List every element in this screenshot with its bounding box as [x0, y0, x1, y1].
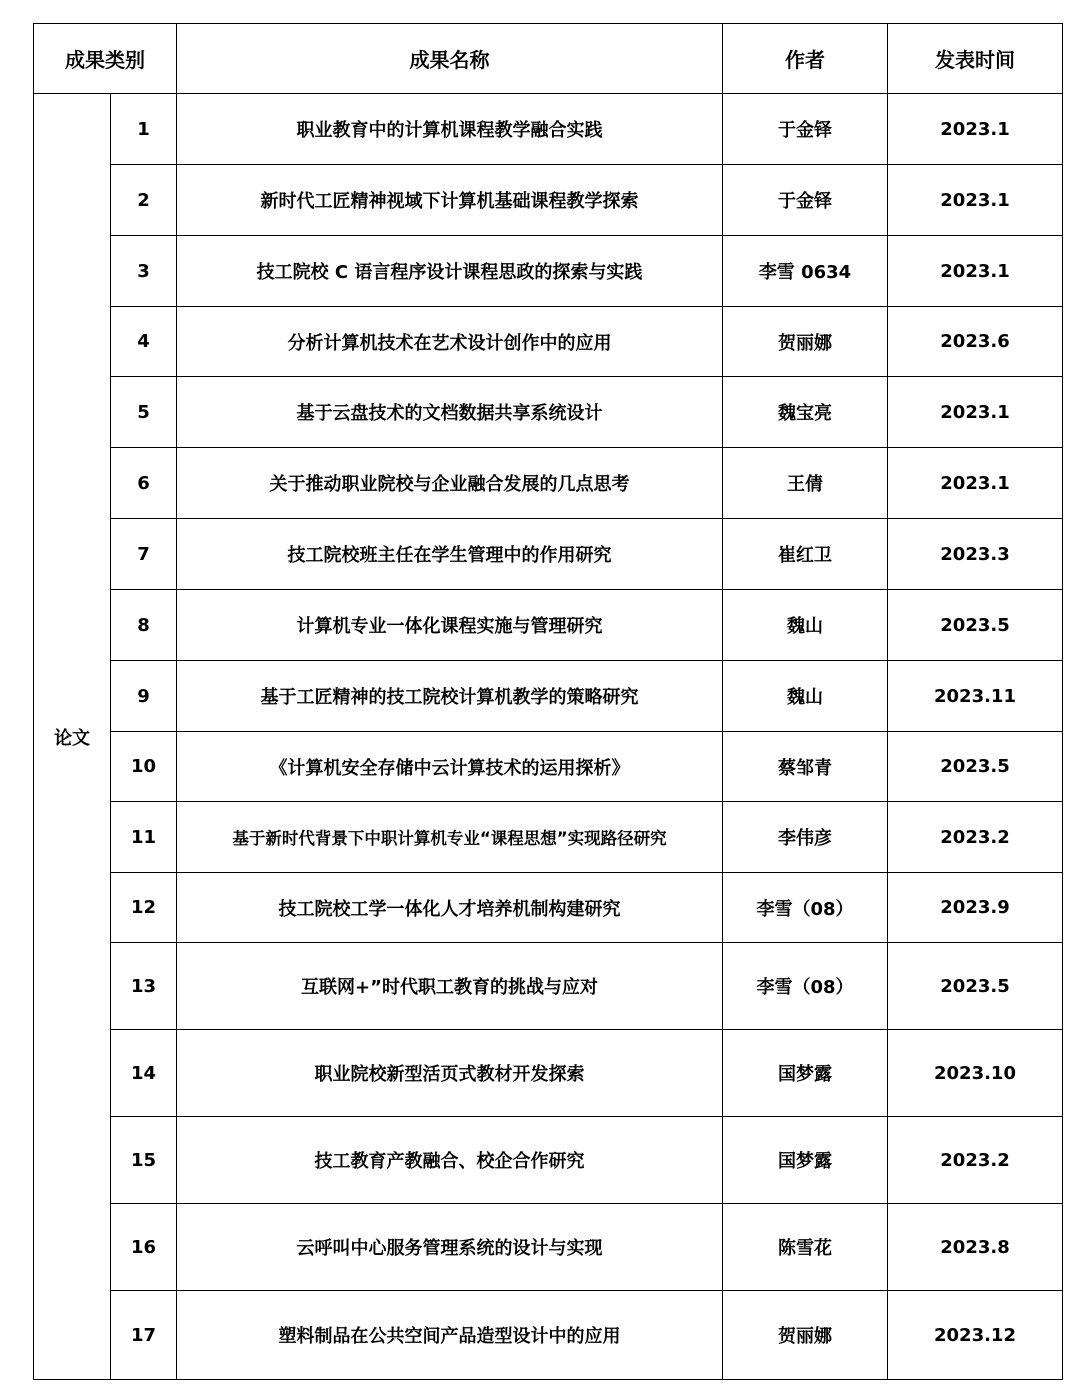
row-author: 李伟彦	[723, 802, 888, 873]
header-name: 成果名称	[177, 24, 723, 94]
row-author: 国梦露	[723, 1117, 888, 1204]
row-author: 李雪（08）	[723, 873, 888, 943]
results-table	[33, 23, 1063, 1380]
row-author: 魏山	[723, 590, 888, 661]
row-number: 6	[111, 448, 177, 519]
row-date: 2023.12	[888, 1291, 1063, 1380]
table-row	[34, 802, 1063, 873]
row-title: 基于新时代背景下中职计算机专业“课程思想”实现路径研究	[177, 802, 723, 873]
row-title: 职业教育中的计算机课程教学融合实践	[177, 94, 723, 165]
row-number: 16	[111, 1204, 177, 1291]
row-number: 8	[111, 590, 177, 661]
row-author: 崔红卫	[723, 519, 888, 590]
row-title: 技工院校班主任在学生管理中的作用研究	[177, 519, 723, 590]
row-date: 2023.3	[888, 519, 1063, 590]
table-row	[34, 519, 1063, 590]
row-author: 于金铎	[723, 165, 888, 236]
row-date: 2023.1	[888, 165, 1063, 236]
row-title: 塑料制品在公共空间产品造型设计中的应用	[177, 1291, 723, 1380]
row-title: 技工院校 C 语言程序设计课程思政的探索与实践	[177, 236, 723, 307]
table-row	[34, 165, 1063, 236]
row-date: 2023.9	[888, 873, 1063, 943]
row-author: 蔡邹青	[723, 732, 888, 802]
header-category: 成果类别	[34, 24, 177, 94]
row-author: 魏山	[723, 661, 888, 732]
row-number: 12	[111, 873, 177, 943]
table-row	[34, 590, 1063, 661]
row-number: 17	[111, 1291, 177, 1380]
row-title: 云呼叫中心服务管理系统的设计与实现	[177, 1204, 723, 1291]
row-date: 2023.2	[888, 1117, 1063, 1204]
row-date: 2023.1	[888, 236, 1063, 307]
row-author: 贺丽娜	[723, 1291, 888, 1380]
row-title: 技工院校工学一体化人才培养机制构建研究	[177, 873, 723, 943]
table-row	[34, 661, 1063, 732]
row-number: 10	[111, 732, 177, 802]
row-title: 职业院校新型活页式教材开发探索	[177, 1030, 723, 1117]
row-title: 关于推动职业院校与企业融合发展的几点思考	[177, 448, 723, 519]
table-row	[34, 307, 1063, 377]
row-title: 技工教育产教融合、校企合作研究	[177, 1117, 723, 1204]
row-title: 计算机专业一体化课程实施与管理研究	[177, 590, 723, 661]
row-date: 2023.10	[888, 1030, 1063, 1117]
row-number: 13	[111, 943, 177, 1030]
row-author: 李雪（08）	[723, 943, 888, 1030]
header-author: 作者	[723, 24, 888, 94]
row-date: 2023.2	[888, 802, 1063, 873]
row-author: 国梦露	[723, 1030, 888, 1117]
table-row	[34, 1291, 1063, 1380]
row-date: 2023.1	[888, 377, 1063, 448]
row-number: 11	[111, 802, 177, 873]
table-row	[34, 1204, 1063, 1291]
row-author: 魏宝亮	[723, 377, 888, 448]
row-title: 基于云盘技术的文档数据共享系统设计	[177, 377, 723, 448]
row-author: 于金铎	[723, 94, 888, 165]
row-number: 15	[111, 1117, 177, 1204]
row-author: 王倩	[723, 448, 888, 519]
row-number: 9	[111, 661, 177, 732]
header-row	[34, 24, 1063, 94]
table-row	[34, 236, 1063, 307]
row-title: 互联网+”时代职工教育的挑战与应对	[177, 943, 723, 1030]
row-title: 《计算机安全存储中云计算技术的运用探析》	[177, 732, 723, 802]
table-row	[34, 448, 1063, 519]
table-row	[34, 732, 1063, 802]
row-date: 2023.8	[888, 1204, 1063, 1291]
table-row	[34, 873, 1063, 943]
row-title: 基于工匠精神的技工院校计算机教学的策略研究	[177, 661, 723, 732]
table-row	[34, 377, 1063, 448]
header-date: 发表时间	[888, 24, 1063, 94]
row-author: 陈雪花	[723, 1204, 888, 1291]
row-date: 2023.1	[888, 94, 1063, 165]
row-number: 1	[111, 94, 177, 165]
row-author: 李雪 0634	[723, 236, 888, 307]
row-date: 2023.5	[888, 943, 1063, 1030]
row-number: 2	[111, 165, 177, 236]
table-row	[34, 94, 1063, 165]
table-row	[34, 943, 1063, 1030]
table-row	[34, 1117, 1063, 1204]
row-number: 14	[111, 1030, 177, 1117]
row-number: 4	[111, 307, 177, 377]
row-date: 2023.6	[888, 307, 1063, 377]
row-date: 2023.1	[888, 448, 1063, 519]
category-cell: 论文	[34, 94, 111, 1380]
row-number: 7	[111, 519, 177, 590]
table-row	[34, 1030, 1063, 1117]
row-number: 5	[111, 377, 177, 448]
row-title: 新时代工匠精神视域下计算机基础课程教学探索	[177, 165, 723, 236]
row-title: 分析计算机技术在艺术设计创作中的应用	[177, 307, 723, 377]
row-number: 3	[111, 236, 177, 307]
row-author: 贺丽娜	[723, 307, 888, 377]
row-date: 2023.11	[888, 661, 1063, 732]
row-date: 2023.5	[888, 732, 1063, 802]
row-date: 2023.5	[888, 590, 1063, 661]
